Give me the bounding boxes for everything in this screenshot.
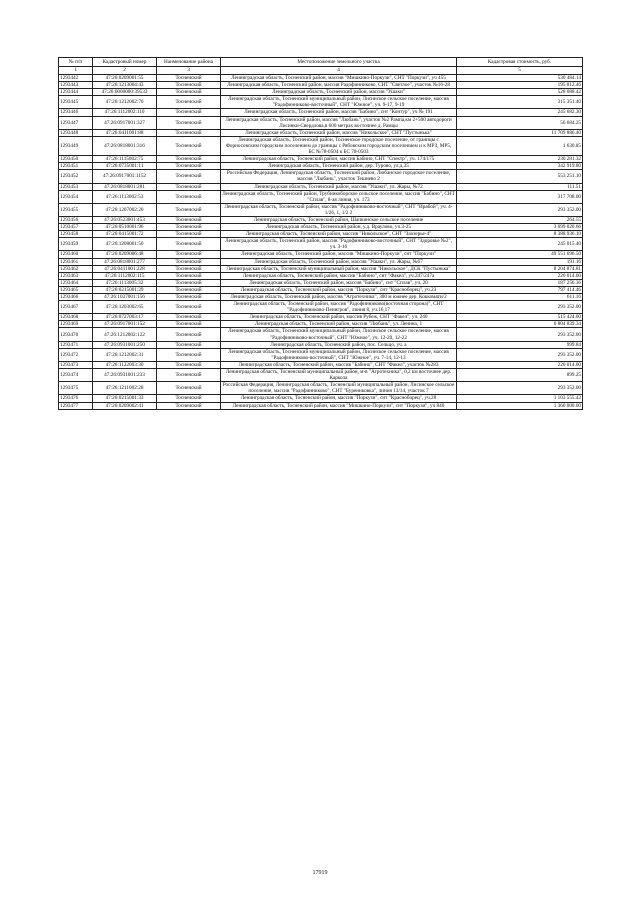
table-row	[59, 402, 583, 409]
column-number-row	[59, 67, 583, 75]
cadastral-value: 293 352.00	[457, 348, 583, 361]
district-name: Тосненский	[157, 129, 221, 136]
table-row	[59, 203, 583, 216]
location: Ленинградская область, Тосненский район, массив "Никольское", СНТ "Пустынька"	[221, 129, 457, 136]
cadastral-number: 47:26:1212002:70	[93, 96, 157, 109]
district-name: Тосненский	[157, 294, 221, 301]
cadastral-value: 187 256.36	[457, 279, 583, 286]
district-name: Тосненский	[157, 301, 221, 314]
cadastral-number: 47:26:1115002:75	[93, 156, 157, 163]
cadastral-table	[58, 57, 583, 410]
cadastral-number: 47:26:1112002:115	[93, 272, 157, 279]
district-name: Тосненский	[157, 382, 221, 395]
header-cadastral-number: Кадастровый номер	[93, 58, 157, 67]
location: Ленинградская область, Тосненский район, пос. Сельцо, уч. а	[221, 341, 457, 348]
location: Ленинградская область, Тосненский муниципальный район, Лисинское сельское поселение, массив "Радофинниково-восточный", СНТ "Южное", уч. 9-17, 9-19	[221, 96, 457, 109]
cadastral-number: 47:26:1211002:28	[93, 382, 157, 395]
cadastral-number: 47:26:0411001:88	[93, 129, 157, 136]
cadastral-value: 11 709 886.40	[457, 129, 583, 136]
table-row	[59, 286, 583, 293]
cadastral-number: 47:26:1122003:30	[93, 361, 157, 368]
table-row	[59, 395, 583, 402]
cadastral-value: 49 551 696.50	[457, 251, 583, 258]
location: Ленинградская область, Тосненский район, массив "Любань", участок №2 Рампа,км 2+500 автодороги Лисинки-Свердлова,в 600 метрах восточнее д. Рамцы	[221, 116, 457, 129]
row-number: 1293447	[59, 116, 93, 129]
row-number: 1293475	[59, 382, 93, 395]
location: Ленинградская область, Тосненский район, массив "Мишкино-Поркузи", снт "Поркузи"	[221, 251, 457, 258]
cadastral-value: 220 014.00	[457, 361, 583, 368]
district-name: Тосненский	[157, 216, 221, 223]
location: Ленинградская область, Тосненский район, массив "Мишкино-Поркузи", снт "Поркузи", уч 840	[221, 402, 457, 409]
row-number: 1293451	[59, 163, 93, 170]
district-name: Тосненский	[157, 224, 221, 231]
row-number: 1293468	[59, 314, 93, 321]
location: Ленинградская область, Тосненский район, массив Радофинниково, СНТ "Светлое", участок №16-28	[221, 82, 457, 89]
district-name: Тосненский	[157, 89, 221, 96]
table-row	[59, 361, 583, 368]
location: Ленинградская область, Тосненский район, Тосненское городское поселение, от границы с Форносовским городским поселением до границы с Рябовским городским поселением и к МРЗ, МР5, БС №78-0504 к БС 78-0503	[221, 136, 457, 155]
cadastral-number: 47:26:1212002:31	[93, 348, 157, 361]
cadastral-value: 528 088.42	[457, 89, 583, 96]
cadastral-value: 6 804 839.34	[457, 321, 583, 328]
table-row	[59, 238, 583, 251]
cadastral-number: 47:26:0818001:316	[93, 136, 157, 155]
table-row	[59, 190, 583, 203]
district-name: Тосненский	[157, 109, 221, 116]
cadastral-number: 47:26:0727003:17	[93, 314, 157, 321]
table-row	[59, 314, 583, 321]
cadastral-value: 1 103 555.42	[457, 395, 583, 402]
district-name: Тосненский	[157, 265, 221, 272]
row-number: 1293474	[59, 369, 93, 382]
district-name: Тосненский	[157, 203, 221, 216]
cadastral-value: 342 919.80	[457, 163, 583, 170]
table-body	[59, 75, 583, 410]
table-row	[59, 279, 583, 286]
location: Ленинградская область, Тосненский район, массив "Поркузи", снт "Красноборец", уч.28	[221, 395, 457, 402]
cadastral-value: 230 281.32	[457, 156, 583, 163]
row-number: 1293467	[59, 301, 93, 314]
row-number: 1293473	[59, 361, 93, 368]
cadastral-number: 47:26:0931001:233	[93, 369, 157, 382]
table-row	[59, 294, 583, 301]
row-number: 1293472	[59, 348, 93, 361]
row-number: 1293452	[59, 170, 93, 183]
header-value: Кадастровая стоимость, руб.	[457, 58, 583, 67]
table-row	[59, 251, 583, 258]
cadastral-number: 47:26:0523001:453	[93, 216, 157, 223]
row-number: 1293449	[59, 136, 93, 155]
cadastral-number: 47:26:0931001:250	[93, 341, 157, 348]
cadastral-value: 530 484.14	[457, 75, 583, 82]
row-number: 1293476	[59, 395, 93, 402]
row-number: 1293469	[59, 321, 93, 328]
cadastral-value: 245 682.30	[457, 109, 583, 116]
row-number: 1293453	[59, 183, 93, 190]
location: Ленинградская область, Тосненский район, массив "Ушаки", ул. Жары, №67	[221, 258, 457, 265]
cadastral-value: 3 699 020.66	[457, 224, 583, 231]
cadastral-number: 47:26:0917001:1152	[93, 170, 157, 183]
row-number: 1293456	[59, 216, 93, 223]
row-number: 1293471	[59, 341, 93, 348]
row-number: 1293448	[59, 129, 93, 136]
cadastral-value: 315 351.40	[457, 96, 583, 109]
table-row	[59, 272, 583, 279]
location: Российская Федерация, Ленинградская область, Тосненский район, Любанское городское поселение, массив "Любань", участок Тешнево 2	[221, 170, 457, 183]
location: Ленинградская область, Тосненский муниципальный район, Лисинское сельское поселение, массив "Радофинниково-восточный", СНТ "Южное", уч. 12-20, 12-22	[221, 328, 457, 341]
row-number: 1293464	[59, 279, 93, 286]
table-row	[59, 109, 583, 116]
district-name: Тосненский	[157, 361, 221, 368]
table-row	[59, 265, 583, 272]
page-number: 17919	[312, 870, 328, 876]
district-name: Тосненский	[157, 183, 221, 190]
location: Ленинградская область, Тосненский район, массив "Радофинниково(восточная сторона)", СНТ "Радофинниково-Пенигров", линия 8, уч.16,17	[221, 301, 457, 314]
table-row	[59, 258, 583, 265]
district-name: Тосненский	[157, 231, 221, 238]
cadastral-number: 47:26:1203002:65	[93, 301, 157, 314]
cadastral-value: 293 352.00	[457, 382, 583, 395]
district-name: Тосненский	[157, 314, 221, 321]
row-number: 1293458	[59, 231, 93, 238]
row-number: 1293461	[59, 258, 93, 265]
row-number: 1293444	[59, 89, 93, 96]
cadastral-value: 611.16	[457, 294, 583, 301]
cadastral-value: 797 414.46	[457, 286, 583, 293]
cadastral-number: 47:26:0818001:281	[93, 183, 157, 190]
district-name: Тосненский	[157, 163, 221, 170]
row-number: 1293442	[59, 75, 93, 82]
table-row	[59, 129, 583, 136]
location: Ленинградская область, Тосненский район, массив "Бабино", снт "Контур", уч № 191	[221, 109, 457, 116]
cadastral-number: 47:26:0917001:327	[93, 116, 157, 129]
cadastral-value: 317 708.00	[457, 190, 583, 203]
district-name: Тосненский	[157, 190, 221, 203]
location: Ленинградская область, Тосненский район, Шапкинское сельское поселение	[221, 216, 457, 223]
cadastral-number: 47:26:0209006:48	[93, 251, 157, 258]
district-name: Тосненский	[157, 170, 221, 183]
document-sheet	[58, 57, 582, 410]
location: Ленинградская область, Тосненский район, массив "Радофинниково-восточный", СНТ "Ирабой", уч. 4-1/26, 1, 1/2 2	[221, 203, 457, 216]
district-name: Тосненский	[157, 82, 221, 89]
col-number: 5	[457, 67, 583, 75]
district-name: Тосненский	[157, 395, 221, 402]
cadastral-value: 1 360 000.00	[457, 402, 583, 409]
location: Ленинградская область, Тосненский район, массив "Поркузи", снт "Красноборец", уч.23	[221, 286, 457, 293]
district-name: Тосненский	[157, 272, 221, 279]
location: Ленинградская область, Тосненский муниципальный район, м-в "Агротехника", 0,2 км восточнее дер. Каркола	[221, 369, 457, 382]
district-name: Тосненский	[157, 369, 221, 382]
row-number: 1293455	[59, 203, 93, 216]
col-number: 1	[59, 67, 93, 75]
row-number: 1293460	[59, 251, 93, 258]
cadastral-number: 47:26:1208001:50	[93, 238, 157, 251]
district-name: Тосненский	[157, 321, 221, 328]
district-name: Тосненский	[157, 116, 221, 129]
location: Ленинградская область, Тосненский район, у.д. Враулово, уч.3-25	[221, 224, 457, 231]
cadastral-value: 899.25	[457, 369, 583, 382]
table-row	[59, 89, 583, 96]
location: Ленинградская область, Тосненский район, массив "Радофинниково-восточный", СНТ "Здоровье №2", уч. 3-16	[221, 238, 457, 251]
location: Ленинградская область, Тосненский район, массив "Любань", ул. Ленина, 1	[221, 321, 457, 328]
row-number: 1293462	[59, 265, 93, 272]
cadastral-value: 111.51	[457, 183, 583, 190]
table-row	[59, 82, 583, 89]
location: Ленинградская область, Тосненский район, массив "Мишкино-Поркузи", СНТ "Поркузи", уч 455	[221, 75, 457, 82]
table-row	[59, 328, 583, 341]
district-name: Тосненский	[157, 258, 221, 265]
cadastral-number: 47:26:0215001:33	[93, 395, 157, 402]
row-number: 1293465	[59, 286, 93, 293]
cadastral-number: 47:26:0415001:72	[93, 231, 157, 238]
district-name: Тосненский	[157, 402, 221, 409]
header-district: Наименование района	[157, 58, 221, 67]
cadastral-value: 56 684.25	[457, 116, 583, 129]
district-name: Тосненский	[157, 328, 221, 341]
table-row	[59, 224, 583, 231]
cadastral-number: 47:26:1113002:53	[93, 190, 157, 203]
cadastral-value: 515 424.00	[457, 314, 583, 321]
table-row	[59, 163, 583, 170]
location: Ленинградская область, Тосненский район, Трубникоборское сельское поселение, массив "Бабино", СНТ "Сплав", 8-ая линия, уч. 173	[222, 190, 455, 203]
cadastral-value: 293 352.00	[457, 301, 583, 314]
district-name: Тосненский	[157, 136, 221, 155]
cadastral-value: 264.55	[457, 216, 583, 223]
row-number: 1293443	[59, 82, 93, 89]
location: Ленинградская область, Тосненский район, массив Рубеж, СНТ "Факел", уч. 240	[221, 314, 457, 321]
table-row	[59, 156, 583, 163]
row-number: 1293459	[59, 238, 93, 251]
table-row	[59, 216, 583, 223]
location: Ленинградская область, Тосненский район, массив "Ушаки"	[221, 89, 457, 96]
cadastral-value: 293 352.00	[457, 328, 583, 341]
location: Ленинградская область, Тосненский район, массив "Никольское", СНТ "Заозерье-4"	[221, 231, 457, 238]
table-row	[59, 369, 583, 382]
cadastral-value: 999.84	[457, 341, 583, 348]
row-number: 1293446	[59, 109, 93, 116]
table-row	[59, 301, 583, 314]
table-row	[59, 170, 583, 183]
location: Ленинградская область, Тосненский район, массив Бабино, СНТ "Спектр", уч. 174/175	[221, 156, 457, 163]
district-name: Тосненский	[157, 75, 221, 82]
cadastral-number: 47:26:0818001:277	[93, 258, 157, 265]
location: Ленинградская область, Тосненский район, массив "Бабино", снт "Факел", уч.247/247а	[221, 272, 457, 279]
cadastral-number: 47:26:0215001:29	[93, 286, 157, 293]
header-location: Местоположение земельного участка	[221, 58, 457, 67]
table-row	[59, 348, 583, 361]
cadastral-number: 47:26:1037001:156	[93, 294, 157, 301]
row-number: 1293477	[59, 402, 93, 409]
table-row	[59, 231, 583, 238]
district-name: Тосненский	[157, 96, 221, 109]
location: Ленинградская область, Тосненский муниципальный район, Лисинское сельское поселение, массив "Радофинниково-восточный", СНТ "Южное", уч. 7-14, 12-13	[221, 348, 457, 361]
cadastral-value: 220 014.00	[457, 272, 583, 279]
location: Ленинградская область, Тосненский район, дер. Турово, ул.д.35	[221, 163, 457, 170]
district-name: Тосненский	[157, 279, 221, 286]
row-number: 1293470	[59, 328, 93, 341]
cadastral-number: 47:26:1112002:110	[93, 109, 157, 116]
col-number: 3	[157, 67, 221, 75]
location: Ленинградская область, Тосненский муниципальный район, массив "Никольское", ДСК "Пустынька"	[221, 265, 457, 272]
district-name: Тосненский	[157, 341, 221, 348]
cadastral-value: 8 204 874.81	[457, 265, 583, 272]
cadastral-value: 293 352.00	[457, 203, 583, 216]
table-header-row	[59, 58, 583, 67]
table-row	[59, 321, 583, 328]
table-row	[59, 116, 583, 129]
district-name: Тосненский	[157, 348, 221, 361]
cadastral-number: 47:26:0411001:228	[93, 265, 157, 272]
cadastral-value: 245 015.40	[457, 238, 583, 251]
row-number: 1293463	[59, 272, 93, 279]
cadastral-value: 553 251.10	[457, 170, 583, 183]
district-name: Тосненский	[157, 238, 221, 251]
header-number: № п/п	[59, 58, 93, 67]
table-row	[59, 183, 583, 190]
cadastral-number: 47:26:0735001:11	[93, 163, 157, 170]
table-row	[59, 96, 583, 109]
district-name: Тосненский	[157, 251, 221, 258]
district-name: Тосненский	[157, 156, 221, 163]
location: Ленинградская область, Тосненский район, массив "Бабино", снт "Сплав", уч. 20	[221, 279, 457, 286]
cadastral-number: 47:26:1113005:32	[93, 279, 157, 286]
row-number: 1293454	[59, 190, 93, 203]
table-row	[59, 382, 583, 395]
cadastral-number: 47:26:0209001:55	[93, 75, 157, 82]
cadastral-number: 47:26:1212002:122	[93, 328, 157, 341]
table-row	[59, 75, 583, 82]
cadastral-number: 47:26:0209002:41	[93, 402, 157, 409]
cadastral-number: 47:26:0000000:39533	[93, 89, 157, 96]
location: Ленинградская область, Тосненский район, массив "Бабино", СНТ "Факел", участок №283	[221, 361, 457, 368]
cadastral-number: 47:26:0510001:96	[93, 224, 157, 231]
table-row	[59, 341, 583, 348]
district-name: Тосненский	[157, 286, 221, 293]
cadastral-number: 47:26:0917001:152	[93, 321, 157, 328]
row-number: 1293445	[59, 96, 93, 109]
table-row	[59, 136, 583, 155]
cadastral-value: 195 812.46	[457, 82, 583, 89]
cadastral-value: 191.16	[457, 258, 583, 265]
cadastral-number: 47:26:1207002:20	[93, 203, 157, 216]
row-number: 1293450	[59, 156, 93, 163]
location: Российская Федерация, Ленинградская область, Тосненский муниципальный район, Лисинское сельское поселение, массив "Радофинниково", СНТ "Бурениковка", линия 13/14, участок 7	[221, 382, 457, 395]
col-number: 2	[93, 67, 157, 75]
location: Ленинградская область, Тосненский район, массив "Ушаки", ул. Жары, №72	[221, 183, 457, 190]
row-number: 1293466	[59, 294, 93, 301]
location: Ленинградская область, Тосненский район, массив "Агротехника", 300 м южнее дер. Коккомяги/2	[221, 294, 457, 301]
col-number: 4	[221, 67, 457, 75]
cadastral-value: 1 630.85	[457, 136, 583, 155]
cadastral-number: 47:26:1213004:43	[93, 82, 157, 89]
row-number: 1293457	[59, 224, 93, 231]
cadastral-value: 8 388 936.10	[457, 231, 583, 238]
